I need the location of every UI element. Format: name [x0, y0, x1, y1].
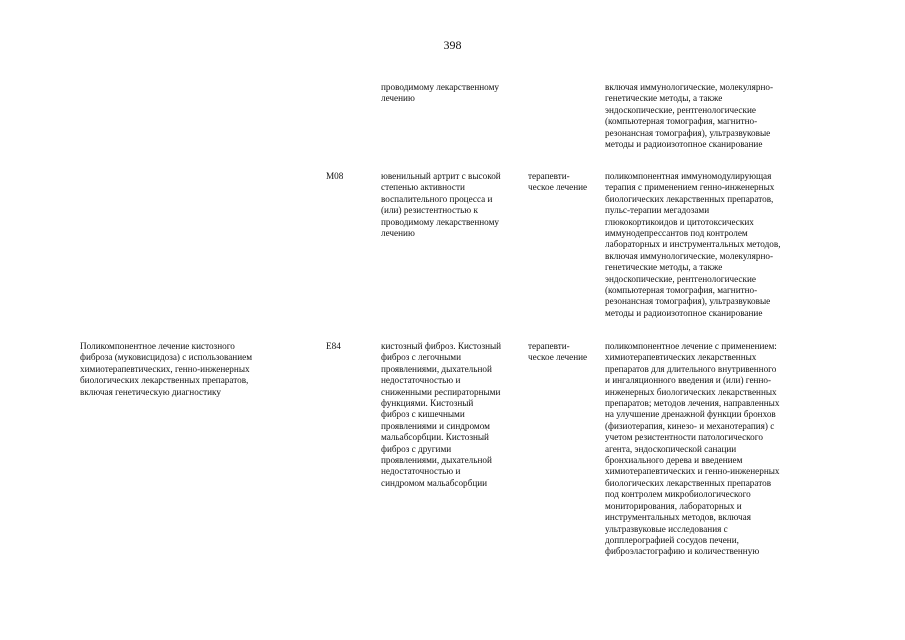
treatment-type-cell: терапевти- ческое лечение [528, 341, 588, 363]
profile-name-cell: Поликомпонентное лечение кистозного фиброза (муковисцидоза) с использованием химиотерапевтических, генно-инженерных биологических лекарственных препаратов, включая генетическую диагностику [80, 341, 253, 397]
patient-model-cell: кистозный фиброз. Кистозный фиброз с легочными проявлениями, дыхательной недостаточностью и сниженными респираторными функциями. Кистозный фиброз с кишечными проявлениями и синдромом мальабсорбции. Кистозный фиброз с другими проявлениями, дыхательной недостаточностью и синдромом мальабсорбции [381, 341, 502, 488]
patient-model-cell: проводимому лекарственному лечению [381, 82, 500, 104]
icd-code-cell: M08 [326, 171, 344, 181]
patient-model-cell: ювенильный артрит с высокой степенью активности воспалительного процесса и (или) резистентностью к проводимому лекарственному лечению [381, 171, 501, 239]
treatment-method-cell: включая иммунологические, молекулярно- генетические методы, а также эндоскопические, рентгенологические (компьютерная томография, магнитно- резонансная томография), ультразвуковые методы и радиоизотопное сканирование [605, 82, 774, 150]
treatment-method-cell: поликомпонентная иммуномодулирующая терапия с применением генно-инженерных биологических лекарственных препаратов, пульс-терапии мегадозами глюкокортикоидов и цитотоксических иммунодепрессантов под контролем лабораторных и инструментальных методов, включая иммунологические, молекулярно- генетические методы, а также эндоскопические, рентгенологические (компьютерная томография, магнитно- резонансная томография), ультразвуковые методы и радиоизотопное сканирование [605, 171, 781, 318]
page-number: 398 [443, 38, 462, 52]
treatment-method-cell: поликомпонентное лечение с применением: химиотерапевтических лекарственных препаратов для длительного внутривенного и ингаляционного введения и (или) генно- инженерных биологических лекарственных препаратов; методов лечения, направленных на улучшение дренажной функции бронхов (физиотерапия, кинезо- и механотерапия) с учетом резистентности патологического агента, эндоскопической санации бронхиального дерева и введением химиотерапевтических и генно-инженерных биологических лекарственных препаратов под контролем микробиологического мониторирования, лабораторных и инструментальных методов, включая ультразвуковые исследования с допплерографией сосудов печени, фиброэластографию и количественную [605, 341, 780, 557]
treatment-type-cell: терапевти- ческое лечение [528, 171, 588, 193]
icd-code-cell: E84 [326, 341, 341, 351]
